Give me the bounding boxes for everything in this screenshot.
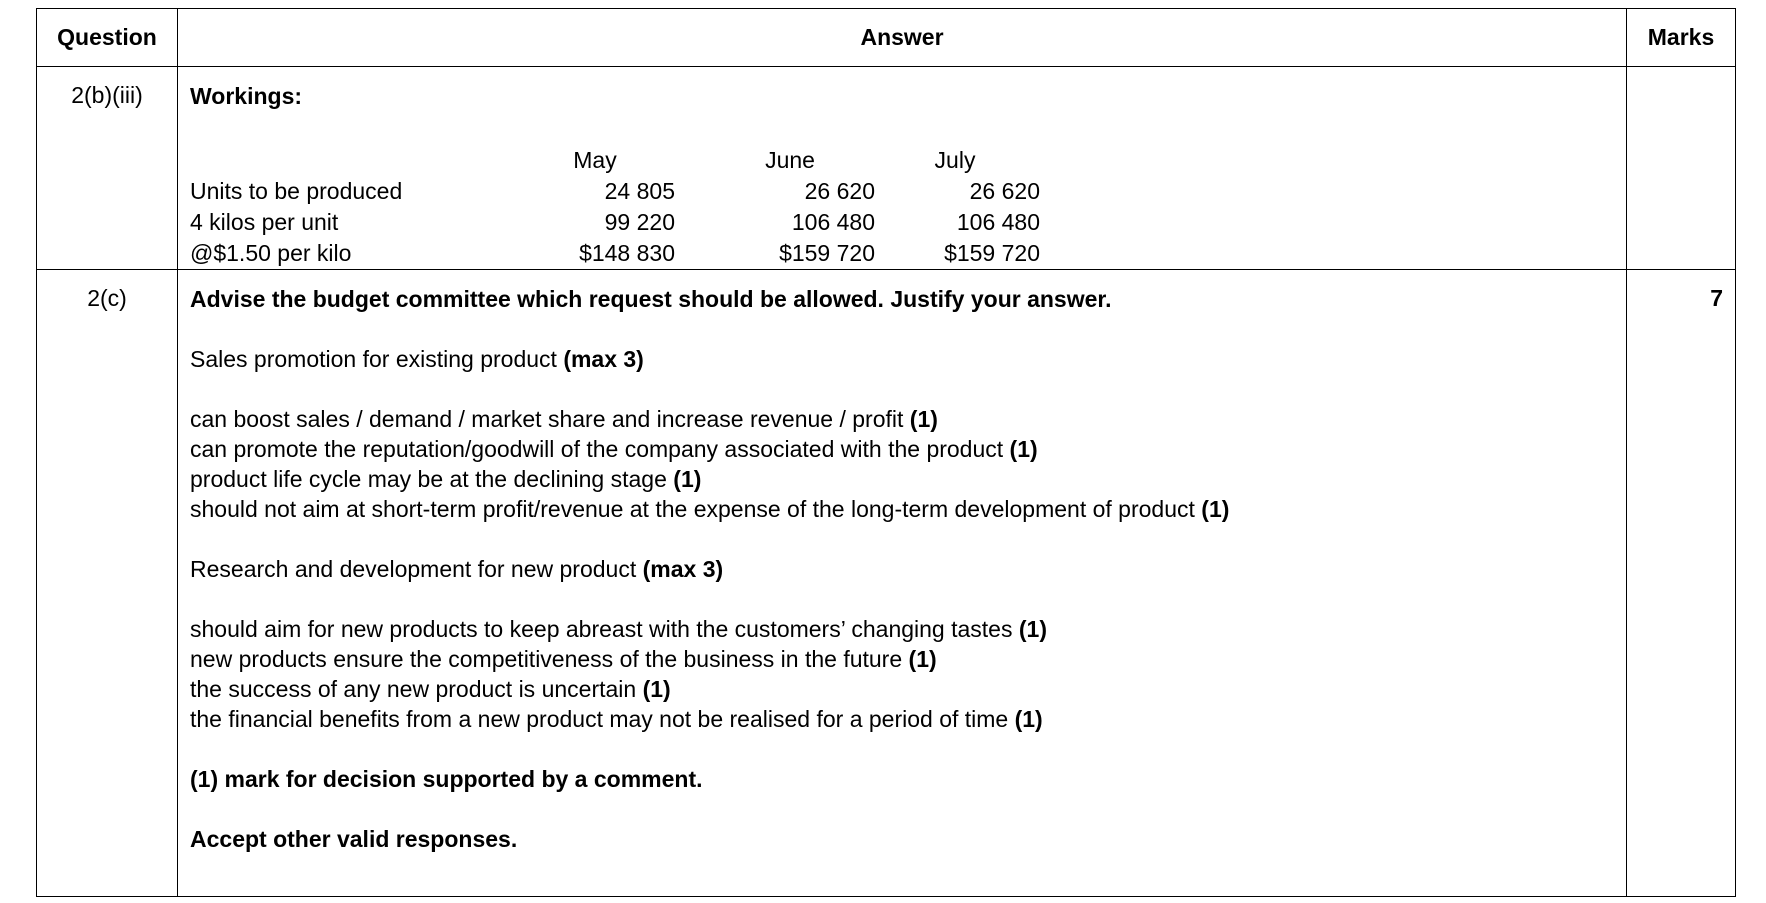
point-mark: (1) [642,676,671,702]
workings-label: @$1.50 per kilo [190,240,352,266]
workings-heading: Workings: [190,83,303,109]
mark-point: product life cycle may be at the declining stage (1) [190,466,702,492]
max-marks: (max 3) [563,346,644,372]
point-mark: (1) [909,406,938,432]
workings-table [190,145,1626,269]
point-mark: (1) [1014,706,1043,732]
point-mark: (1) [1018,616,1047,642]
mark-point: should aim for new products to keep abreast with the customers’ changing tastes (1) [190,616,1047,642]
max-marks: (max 3) [642,556,724,582]
header-marks: Marks [1627,9,1736,67]
point-mark: (1) [1009,436,1038,462]
mark-point: can boost sales / demand / market share and increase revenue / profit (1) [190,406,938,432]
header-row [37,9,1736,67]
point-mark: (1) [673,466,702,492]
workings-row [190,238,1626,269]
workings-row [190,176,1626,207]
marks-cell: 7 [1627,270,1736,897]
header-question: Question [37,9,178,67]
workings-month-header [190,145,1626,176]
header-answer: Answer [178,9,1627,67]
point-mark: (1) [1201,496,1230,522]
workings-value: $148 830 [579,240,675,266]
point-mark: (1) [908,646,937,672]
month-may: May [573,147,617,173]
mark-point: the success of any new product is uncertain (1) [190,676,671,702]
month-june: June [765,147,815,173]
decision-note: (1) mark for decision supported by a comment. [190,766,703,792]
workings-label: 4 kilos per unit [190,209,339,235]
mark-point: should not aim at short-term profit/revenue at the expense of the long-term development of product (1) [190,496,1230,522]
workings-value: 99 220 [604,209,675,235]
workings-value: 106 480 [791,209,875,235]
accept-note: Accept other valid responses. [190,826,518,852]
row-2c [37,270,1736,897]
workings-label: Units to be produced [190,178,403,204]
workings-value: 26 620 [804,178,875,204]
mark-scheme-table [36,8,1736,897]
question-prompt: Advise the budget committee which request should be allowed. Justify your answer. [190,286,1112,312]
section-title: Research and development for new product (max 3) [190,556,724,582]
answer-cell [178,270,1627,897]
mark-point: can promote the reputation/goodwill of the company associated with the product (1) [190,436,1038,462]
mark-point: the financial benefits from a new product may not be realised for a period of time (1) [190,706,1043,732]
workings-row [190,207,1626,238]
question-number: 2(b)(iii) [37,67,178,270]
workings-value: 26 620 [969,178,1040,204]
marks-cell [1627,67,1736,270]
answer-cell [178,67,1627,270]
workings-value: 106 480 [956,209,1040,235]
workings-value: $159 720 [779,240,875,266]
month-july: July [934,147,976,173]
workings-value: $159 720 [944,240,1040,266]
mark-point: new products ensure the competitiveness of the business in the future (1) [190,646,937,672]
question-number: 2(c) [37,270,178,897]
section-title: Sales promotion for existing product (max 3) [190,346,644,372]
row-2b-iii [37,67,1736,270]
workings-value: 24 805 [604,178,675,204]
